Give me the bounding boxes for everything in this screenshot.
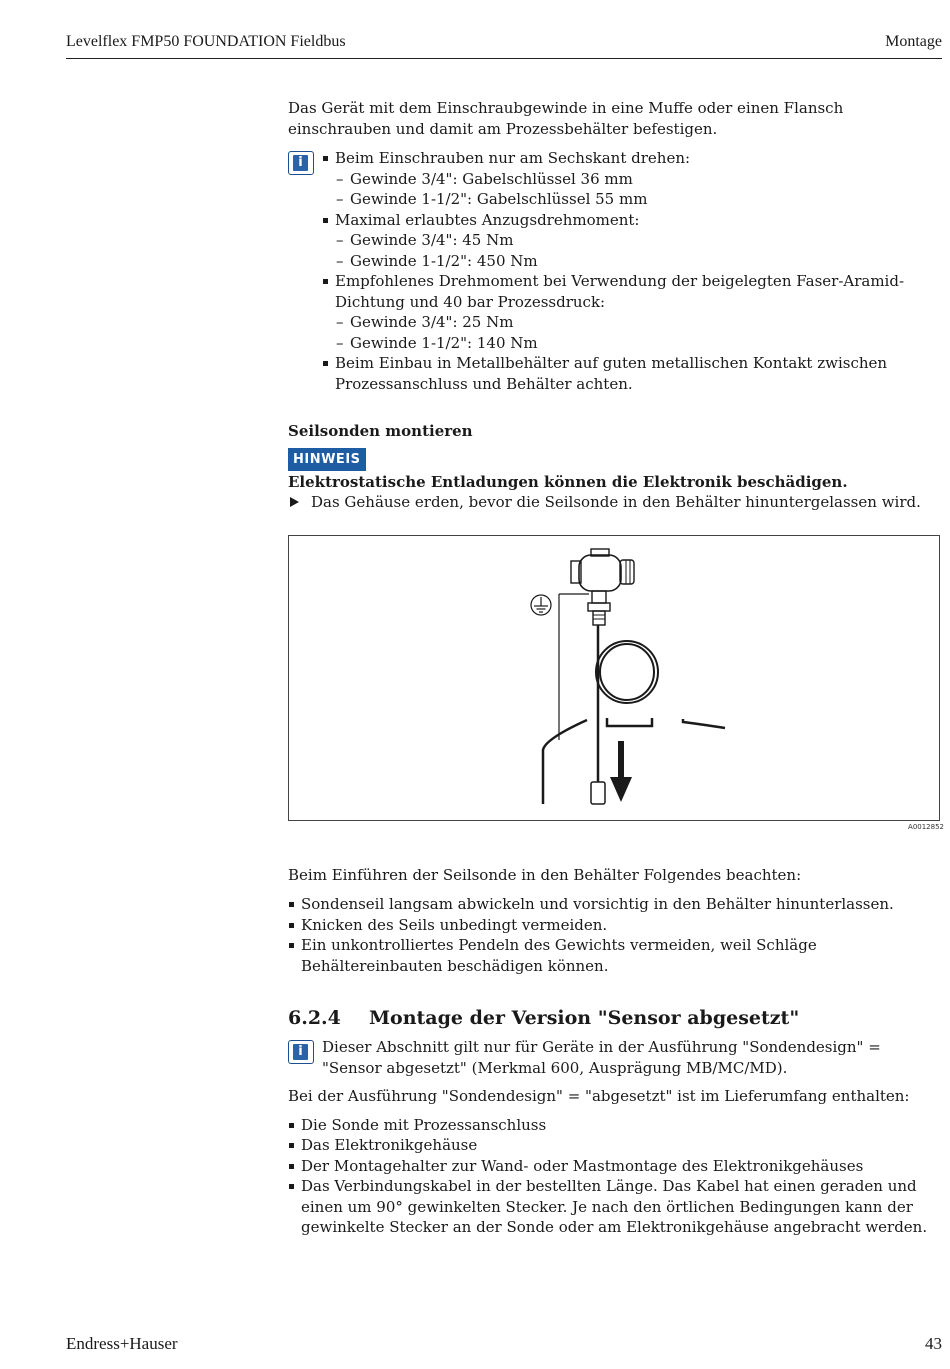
info-note-remote: i Dieser Abschnitt gilt nur für Geräte in der Ausführung "Sondendesign" = "Sensor abgesetzt" (Merkmal 600, Ausprägung MB/MC/MD). xyxy=(288,1037,944,1078)
list-item: Ein unkontrolliertes Pendeln des Gewichts vermeiden, weil Schläge Behältereinbauten beschädigen können. xyxy=(288,935,944,976)
section-heading-624 xyxy=(288,1005,944,1031)
figure-rope-probe xyxy=(288,535,940,821)
rope-bullets xyxy=(288,894,944,976)
list-item: Sondenseil langsam abwickeln und vorsichtig in den Behälter hinunterlassen. xyxy=(288,894,944,915)
list-item: Das Verbindungskabel in der bestellten Länge. Das Kabel hat einen geraden und einen um 90° gewinkelten Stecker. Je nach den örtlichen Bedingungen kann der gewinkelte Stecker an der Sonde oder am Elektronikgehäuse angebracht werden. xyxy=(288,1176,944,1238)
header-title: Levelflex FMP50 FOUNDATION Fieldbus xyxy=(66,33,346,50)
main-content xyxy=(288,98,944,1238)
header-section: Montage xyxy=(885,33,942,50)
info-list xyxy=(322,148,944,394)
section-heading-seilsonden: Seilsonden montieren xyxy=(288,422,473,440)
arrow-icon xyxy=(290,497,299,507)
list-item: – Gewinde 1-1/2": 450 Nm xyxy=(335,251,944,272)
rope-intro: Beim Einführen der Seilsonde in den Behälter Folgendes beachten: xyxy=(288,865,802,884)
list-item: Knicken des Seils unbedingt vermeiden. xyxy=(288,915,944,936)
notice-message: Elektrostatische Entladungen können die Elektronik beschädigen. xyxy=(288,472,848,491)
info-note-mounting xyxy=(288,148,944,394)
list-item: Beim Einschrauben nur am Sechskant drehen: – Gewinde 3/4": Gabelschlüssel 36 mm – Gewinde 1-1/2": Gabelschlüssel 55 mm xyxy=(322,148,944,210)
info-icon: i xyxy=(288,1040,314,1064)
list-item: Das Elektronikgehäuse xyxy=(288,1135,944,1156)
page-header xyxy=(66,32,942,59)
footer-brand: Endress+Hauser xyxy=(66,1334,178,1353)
list-item: – Gewinde 3/4": Gabelschlüssel 36 mm xyxy=(335,169,944,190)
list-item: Der Montagehalter zur Wand- oder Mastmontage des Elektronikgehäuses xyxy=(288,1156,944,1177)
list-item: – Gewinde 1-1/2": Gabelschlüssel 55 mm xyxy=(335,189,944,210)
info-icon: i xyxy=(288,151,314,175)
list-item: Maximal erlaubtes Anzugsdrehmoment: – Gewinde 3/4": 45 Nm – Gewinde 1-1/2": 450 Nm xyxy=(322,210,944,272)
remote-lead: Bei der Ausführung "Sondendesign" = "abgesetzt" ist im Lieferumfang enthalten: xyxy=(288,1087,910,1105)
page-number: 43 xyxy=(925,1334,942,1353)
figure-code: A0012852 xyxy=(908,822,944,831)
section-number: 6.2.4 xyxy=(288,1007,341,1029)
intro-paragraph: Das Gerät mit dem Einschraubgewinde in eine Muffe oder einen Flansch einschrauben und damit am Prozessbehälter befestigen. xyxy=(288,99,844,138)
list-item: Empfohlenes Drehmoment bei Verwendung der beigelegten Faser-Aramid-Dichtung und 40 bar Prozessdruck: – Gewinde 3/4": 25 Nm – Gewinde 1-1/2": 140 Nm xyxy=(322,271,944,353)
list-item: – Gewinde 3/4": 25 Nm xyxy=(335,312,944,333)
section-title: Montage der Version "Sensor abgesetzt" xyxy=(369,1007,800,1029)
rope-probe-illustration xyxy=(289,536,939,820)
notice-action: Das Gehäuse erden, bevor die Seilsonde in den Behälter hinuntergelassen wird. xyxy=(288,492,944,513)
notice-badge: HINWEIS xyxy=(288,448,366,471)
list-item: Die Sonde mit Prozessanschluss xyxy=(288,1115,944,1136)
remote-bullets xyxy=(288,1115,944,1238)
list-item: – Gewinde 1-1/2": 140 Nm xyxy=(335,333,944,354)
list-item: Beim Einbau in Metallbehälter auf guten metallischen Kontakt zwischen Prozessanschluss und Behälter achten. xyxy=(322,353,944,394)
list-item: – Gewinde 3/4": 45 Nm xyxy=(335,230,944,251)
